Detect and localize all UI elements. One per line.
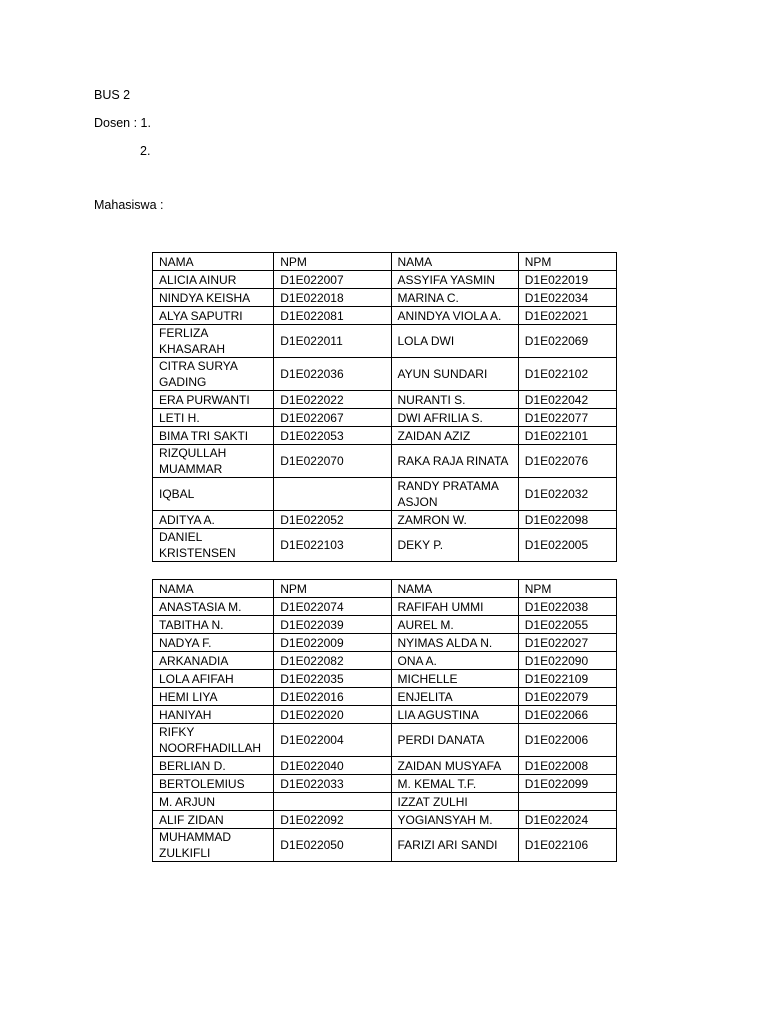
student-name-cell: NURANTI S.: [391, 391, 518, 409]
student-name-cell: ASSYIFA YASMIN: [391, 271, 518, 289]
student-name-cell: ALIF ZIDAN: [153, 811, 274, 829]
table-row: [153, 409, 617, 427]
table-row: [153, 634, 617, 652]
student-npm-cell: D1E022040: [274, 757, 391, 775]
student-npm-cell: D1E022052: [274, 511, 391, 529]
student-name-cell: FERLIZA KHASARAH: [153, 325, 274, 358]
table-row: [153, 358, 617, 391]
table-row: [153, 793, 617, 811]
student-name-cell: BERLIAN D.: [153, 757, 274, 775]
student-npm-cell: [274, 478, 391, 511]
student-name-cell: AYUN SUNDARI: [391, 358, 518, 391]
student-name-cell: BIMA TRI SAKTI: [153, 427, 274, 445]
student-name-cell: M. ARJUN: [153, 793, 274, 811]
student-npm-cell: D1E022101: [518, 427, 616, 445]
student-npm-cell: D1E022038: [518, 598, 616, 616]
student-npm-cell: D1E022006: [518, 724, 616, 757]
student-name-cell: CITRA SURYA GADING: [153, 358, 274, 391]
table-row: [153, 445, 617, 478]
student-name-cell: ADITYA A.: [153, 511, 274, 529]
student-table-2: [152, 579, 617, 862]
student-name-cell: ONA A.: [391, 652, 518, 670]
table-row: [153, 757, 617, 775]
student-npm-cell: D1E022019: [518, 271, 616, 289]
student-name-cell: AUREL M.: [391, 616, 518, 634]
header-nama: NAMA: [153, 253, 274, 271]
student-npm-cell: D1E022036: [274, 358, 391, 391]
table-row: [153, 289, 617, 307]
student-npm-cell: D1E022103: [274, 529, 391, 562]
table-row: [153, 706, 617, 724]
table-header-row: [153, 580, 617, 598]
dosen-second-number: 2.: [140, 144, 151, 158]
student-name-cell: DEKY P.: [391, 529, 518, 562]
header-nama: NAMA: [153, 580, 274, 598]
student-name-cell: M. KEMAL T.F.: [391, 775, 518, 793]
student-name-cell: ZAIDAN MUSYAFA: [391, 757, 518, 775]
student-npm-cell: D1E022102: [518, 358, 616, 391]
student-npm-cell: D1E022005: [518, 529, 616, 562]
student-name-cell: LETI H.: [153, 409, 274, 427]
table-row: [153, 427, 617, 445]
student-name-cell: HANIYAH: [153, 706, 274, 724]
student-npm-cell: D1E022020: [274, 706, 391, 724]
student-name-cell: LOLA AFIFAH: [153, 670, 274, 688]
student-npm-cell: D1E022033: [274, 775, 391, 793]
student-npm-cell: D1E022081: [274, 307, 391, 325]
student-npm-cell: D1E022011: [274, 325, 391, 358]
student-npm-cell: D1E022009: [274, 634, 391, 652]
student-name-cell: ERA PURWANTI: [153, 391, 274, 409]
student-npm-cell: D1E022027: [518, 634, 616, 652]
table-row: [153, 775, 617, 793]
student-name-cell: RIZQULLAH MUAMMAR: [153, 445, 274, 478]
student-name-cell: ZAIDAN AZIZ: [391, 427, 518, 445]
student-name-cell: PERDI DANATA: [391, 724, 518, 757]
student-name-cell: LIA AGUSTINA: [391, 706, 518, 724]
table-row: [153, 652, 617, 670]
student-npm-cell: D1E022066: [518, 706, 616, 724]
header-nama: NAMA: [391, 580, 518, 598]
student-npm-cell: D1E022067: [274, 409, 391, 427]
table-row: [153, 325, 617, 358]
student-name-cell: ALYA SAPUTRI: [153, 307, 274, 325]
student-name-cell: RAFIFAH UMMI: [391, 598, 518, 616]
student-name-cell: ALICIA AINUR: [153, 271, 274, 289]
student-name-cell: LOLA DWI: [391, 325, 518, 358]
student-npm-cell: [518, 793, 616, 811]
student-name-cell: RANDY PRATAMA ASJON: [391, 478, 518, 511]
table-row: [153, 670, 617, 688]
student-npm-cell: D1E022099: [518, 775, 616, 793]
student-npm-cell: D1E022074: [274, 598, 391, 616]
table-row: [153, 811, 617, 829]
student-npm-cell: D1E022098: [518, 511, 616, 529]
student-name-cell: YOGIANSYAH M.: [391, 811, 518, 829]
student-npm-cell: D1E022008: [518, 757, 616, 775]
table-row: [153, 598, 617, 616]
student-name-cell: IQBAL: [153, 478, 274, 511]
student-name-cell: DANIEL KRISTENSEN: [153, 529, 274, 562]
student-npm-cell: D1E022082: [274, 652, 391, 670]
student-name-cell: ZAMRON W.: [391, 511, 518, 529]
header-npm: NPM: [518, 253, 616, 271]
table-row: [153, 511, 617, 529]
student-name-cell: ARKANADIA: [153, 652, 274, 670]
table-row: [153, 616, 617, 634]
student-name-cell: MUHAMMAD ZULKIFLI: [153, 829, 274, 862]
table-row: [153, 307, 617, 325]
student-name-cell: FARIZI ARI SANDI: [391, 829, 518, 862]
student-npm-cell: D1E022053: [274, 427, 391, 445]
student-name-cell: MICHELLE: [391, 670, 518, 688]
student-npm-cell: D1E022079: [518, 688, 616, 706]
student-npm-cell: D1E022092: [274, 811, 391, 829]
dosen-label: Dosen : 1.: [94, 116, 151, 130]
student-npm-cell: D1E022016: [274, 688, 391, 706]
student-npm-cell: D1E022055: [518, 616, 616, 634]
student-npm-cell: D1E022050: [274, 829, 391, 862]
student-npm-cell: D1E022034: [518, 289, 616, 307]
table-row: [153, 478, 617, 511]
table-row: [153, 724, 617, 757]
student-npm-cell: D1E022076: [518, 445, 616, 478]
student-npm-cell: D1E022022: [274, 391, 391, 409]
student-name-cell: ANINDYA VIOLA A.: [391, 307, 518, 325]
student-npm-cell: D1E022090: [518, 652, 616, 670]
student-name-cell: MARINA C.: [391, 289, 518, 307]
table-row: [153, 829, 617, 862]
student-npm-cell: [274, 793, 391, 811]
student-npm-cell: D1E022106: [518, 829, 616, 862]
student-npm-cell: D1E022109: [518, 670, 616, 688]
student-npm-cell: D1E022035: [274, 670, 391, 688]
student-npm-cell: D1E022070: [274, 445, 391, 478]
header-npm: NPM: [274, 580, 391, 598]
student-name-cell: BERTOLEMIUS: [153, 775, 274, 793]
student-npm-cell: D1E022024: [518, 811, 616, 829]
student-npm-cell: D1E022042: [518, 391, 616, 409]
mahasiswa-label: Mahasiswa :: [94, 198, 164, 212]
header-npm: NPM: [274, 253, 391, 271]
table-row: [153, 271, 617, 289]
student-name-cell: ENJELITA: [391, 688, 518, 706]
student-name-cell: HEMI LIYA: [153, 688, 274, 706]
student-name-cell: NINDYA KEISHA: [153, 289, 274, 307]
student-npm-cell: D1E022018: [274, 289, 391, 307]
student-name-cell: IZZAT ZULHI: [391, 793, 518, 811]
student-npm-cell: D1E022032: [518, 478, 616, 511]
student-name-cell: ANASTASIA M.: [153, 598, 274, 616]
table-header-row: [153, 253, 617, 271]
student-name-cell: NADYA F.: [153, 634, 274, 652]
table-row: [153, 529, 617, 562]
student-name-cell: TABITHA N.: [153, 616, 274, 634]
student-npm-cell: D1E022069: [518, 325, 616, 358]
student-table-1: [152, 252, 617, 562]
student-name-cell: RAKA RAJA RINATA: [391, 445, 518, 478]
student-npm-cell: D1E022004: [274, 724, 391, 757]
bus-label: BUS 2: [94, 88, 131, 102]
student-name-cell: RIFKY NOORFHADILLAH: [153, 724, 274, 757]
student-npm-cell: D1E022021: [518, 307, 616, 325]
student-npm-cell: D1E022077: [518, 409, 616, 427]
student-npm-cell: D1E022007: [274, 271, 391, 289]
header-nama: NAMA: [391, 253, 518, 271]
student-npm-cell: D1E022039: [274, 616, 391, 634]
table-row: [153, 391, 617, 409]
table-row: [153, 688, 617, 706]
header-npm: NPM: [518, 580, 616, 598]
student-name-cell: DWI AFRILIA S.: [391, 409, 518, 427]
student-name-cell: NYIMAS ALDA N.: [391, 634, 518, 652]
